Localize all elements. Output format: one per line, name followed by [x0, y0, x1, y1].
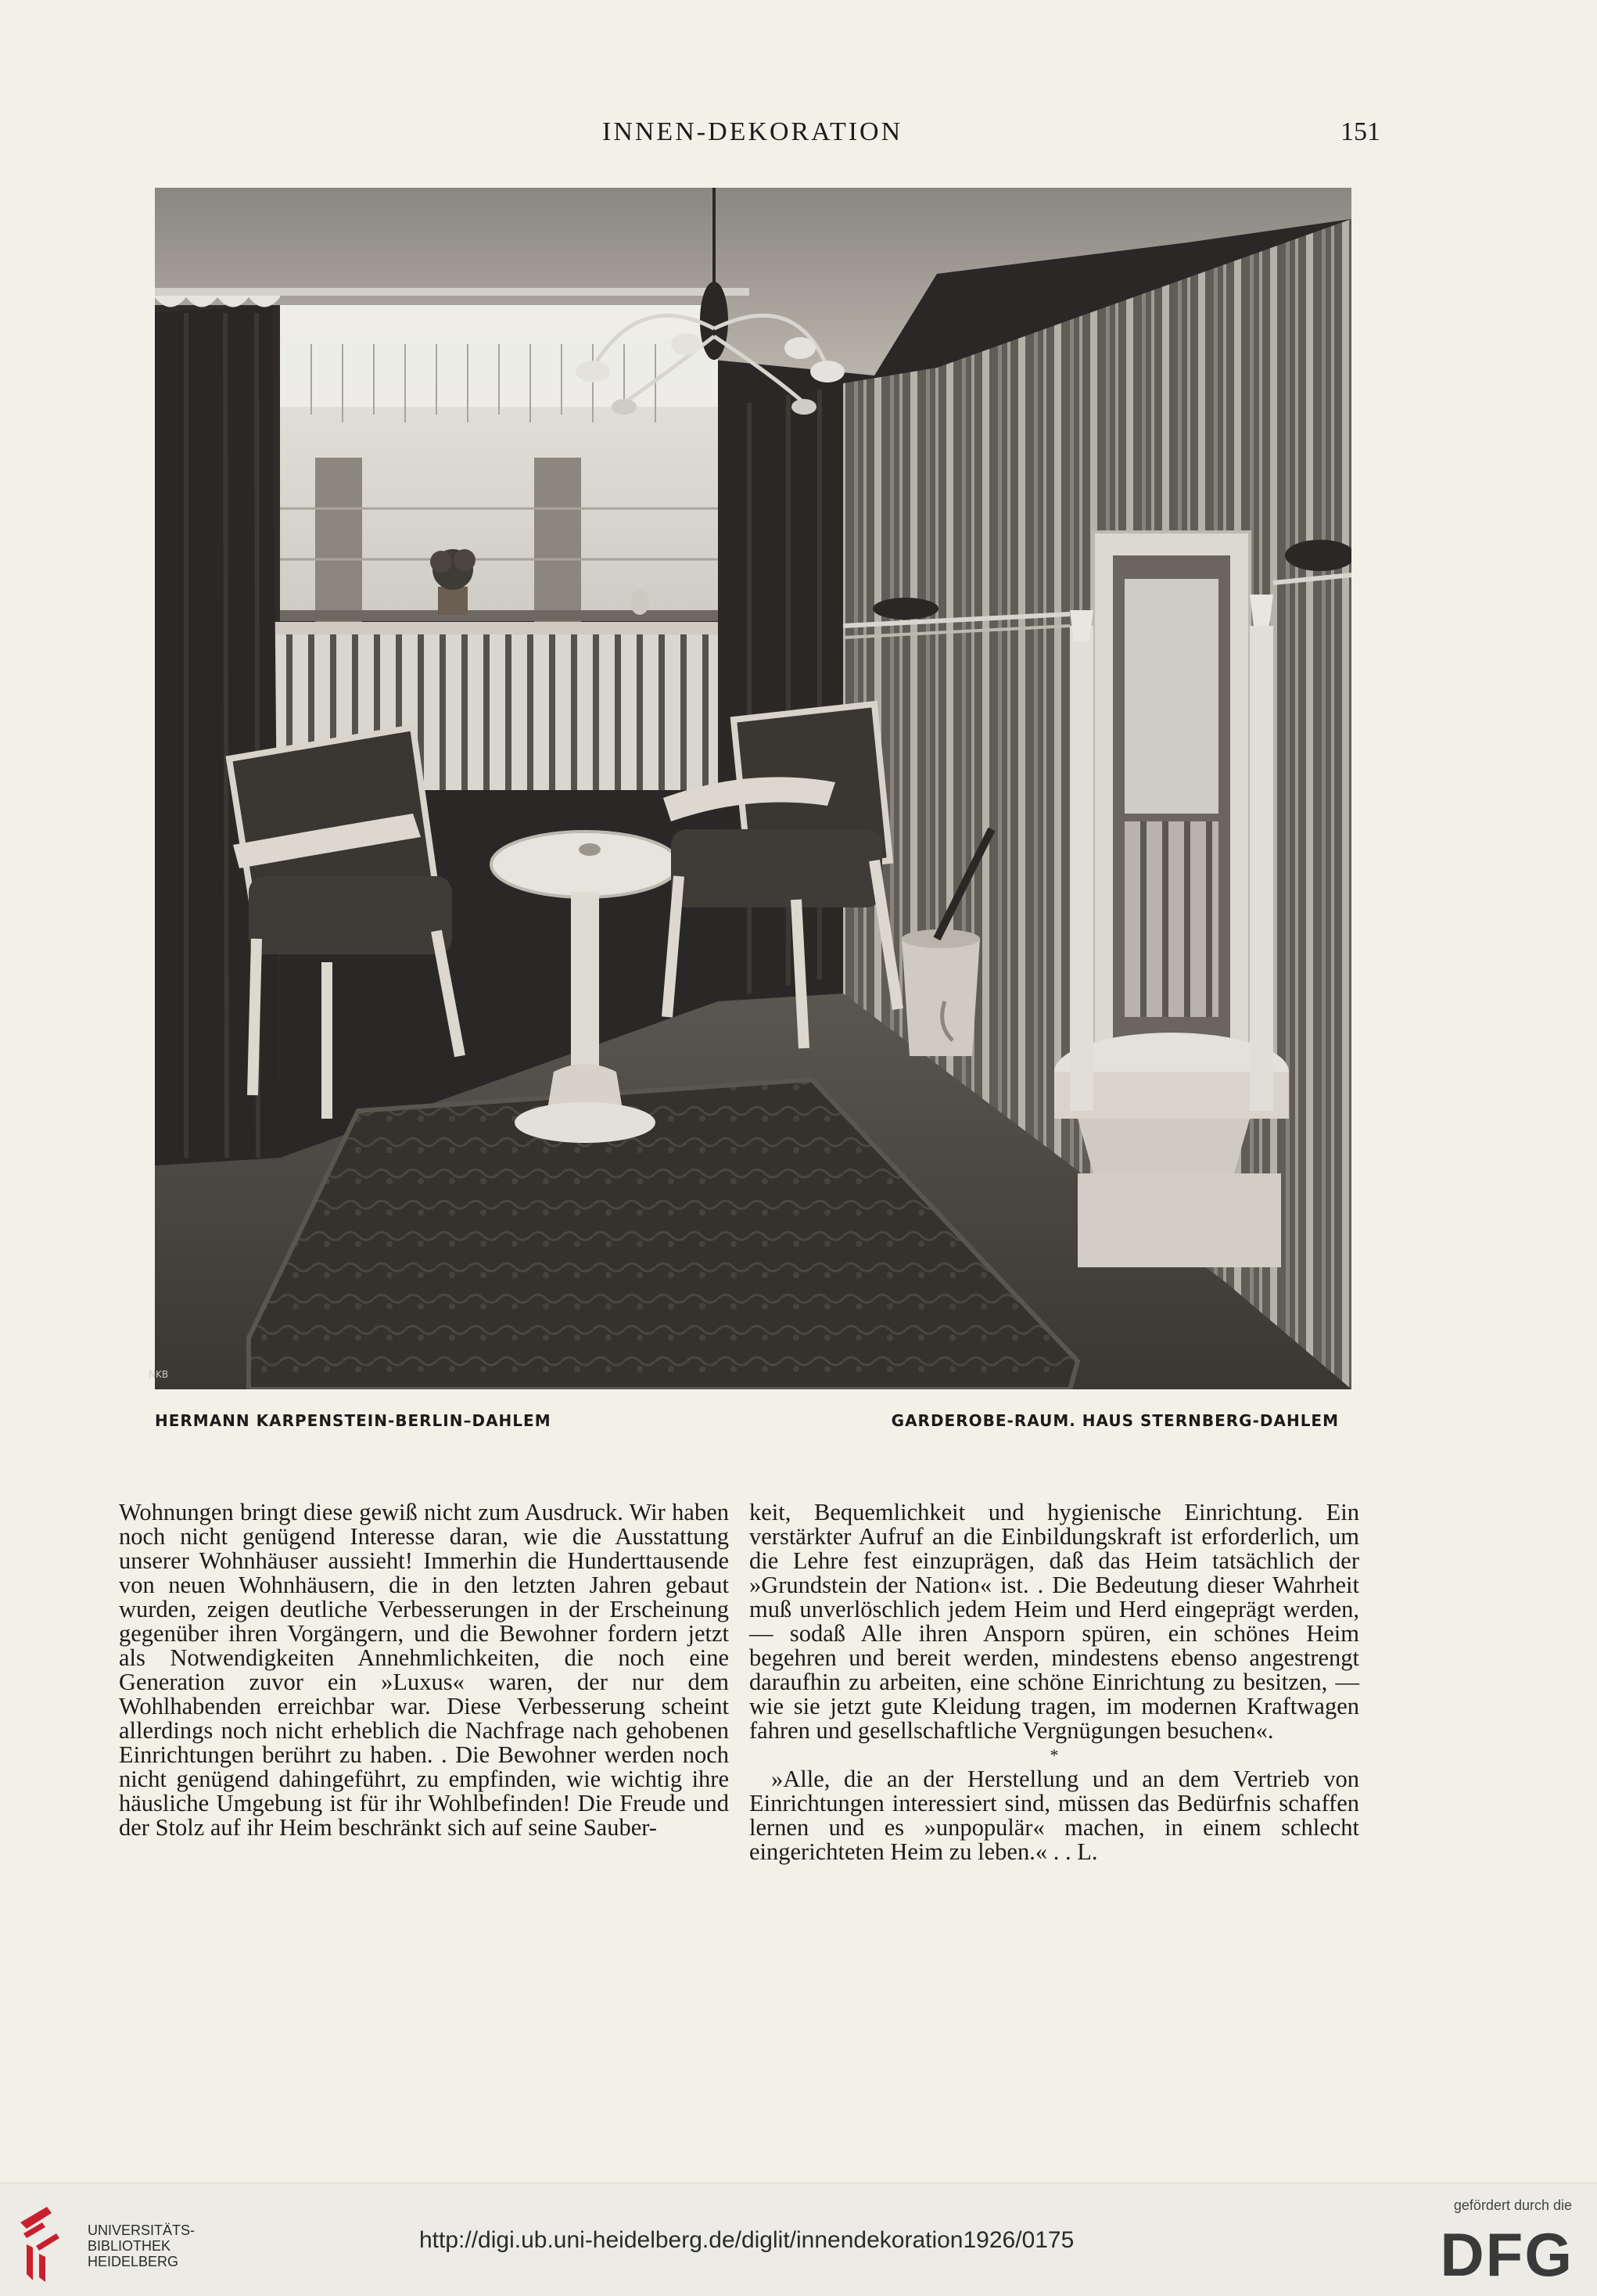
caption-architect: HERMANN KARPENSTEIN-BERLIN–DAHLEM — [155, 1411, 551, 1430]
closing-paragraph: »Alle, die an der Herstellung und an dem Vertrieb von Einrichtungen interessiert sind, müssen das Bedürfnis schaffen lernen und es »unpopulär« machen, in einem schlecht eingerichteten Heim zu leben.« . . L. — [749, 1766, 1359, 1865]
funded-by-label: gefördert durch die — [1453, 2197, 1572, 2213]
cloakroom-photo-illustration — [155, 188, 1351, 1389]
permalink-url[interactable]: http://digi.ub.uni-heidelberg.de/diglit/innendekoration1926/0175 — [419, 2227, 1075, 2253]
caption-room: GARDEROBE-RAUM. HAUS STERNBERG-DAHLEM — [891, 1411, 1339, 1430]
library-name-line: BIBLIOTHEK — [88, 2238, 171, 2254]
library-name — [88, 2222, 195, 2269]
paragraph: keit, Bequemlichkeit und hygienische Einrichtung. Ein verstärkter Aufruf an die Einbildungskraft ist erforderlich, um die Lehre fest einzuprägen, daß das Heim tatsächlich der »Grundstein der Nation« ist. . Die Bedeutung dieser Wahrheit muß unverlöschlich jedem Heim und Herd eingeprägt werden, — sodaß Alle ihren Ansporn spüren, ein schönes Heim begehren und bereit werden, mindestens ebenso angestrengt daraufhin zu arbeiten, eine schöne Einrichtung zu besitzen, — wie sie jetzt gute Kleidung tragen, im modernen Kraftwagen fahren und gesellschaftliche Vergnügungen besuchen«. — [749, 1499, 1359, 1744]
photographer-mark: NKB — [149, 1369, 169, 1380]
dfg-logo: DFG — [1440, 2220, 1574, 2289]
library-name-line: UNIVERSITÄTS- — [88, 2222, 196, 2238]
digitization-footer — [0, 2183, 1597, 2296]
text-column-left — [119, 1500, 729, 1840]
running-title: INNEN-DEKORATION — [602, 117, 903, 146]
text-column-right — [749, 1500, 1359, 1864]
page-number: 151 — [1340, 117, 1380, 146]
library-name-line: HEIDELBERG — [88, 2254, 179, 2269]
paragraph: Wohnungen bringt diese gewiß nicht zum Ausdruck. Wir haben noch nicht genügend Interesse daran, wie die Ausstattung unserer Wohnhäuser aussieht! Immerhin die Hunderttausende von neuen Wohnhäusern, die in den letzten Jahren gebaut wurden, zeigen deutliche Verbesserungen in der Erscheinung gegenüber ihren Vorgängern, und die Bewohner fordern jetzt als Notwendigkeiten Annehmlichkeiten, die noch eine Generation zuvor ein »Luxus« waren, der nur dem Wohlhabenden erreichbar war. Diese Verbesserung scheint allerdings noch nicht erheblich die Nachfrage nach gehobenen Einrichtungen berührt zu haben. . Die Bewohner werden noch nicht genügend dahingeführt, zu empfinden, wie wichtig ihre häusliche Umgebung ist für ihr Wohlbefinden! Die Freude und der Stolz auf ihr Heim beschränkt sich auf seine Sauber- — [119, 1499, 729, 1841]
section-separator: * — [1050, 1745, 1059, 1765]
interior-photograph — [155, 188, 1351, 1389]
university-library-logo-icon — [16, 2199, 72, 2285]
